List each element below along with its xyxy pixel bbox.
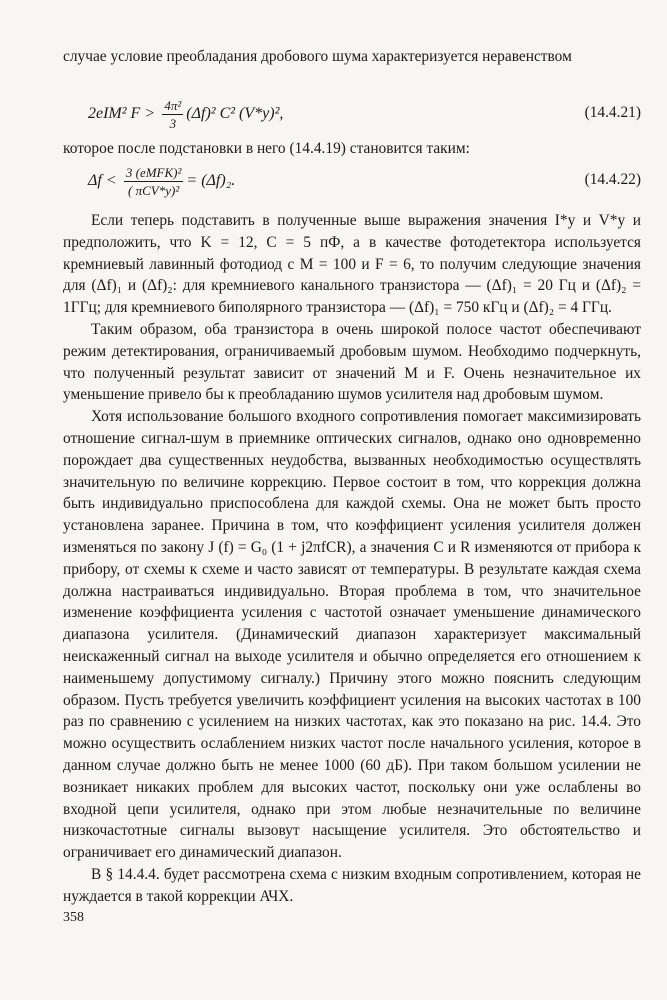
eq-fraction-denominator: ( πCV*y)²	[128, 182, 180, 198]
intro-paragraph: случае условие преобладания дробового шума характеризуется неравенством	[63, 48, 572, 65]
eq-lhs: Δf	[88, 172, 102, 189]
transition-paragraph: которое после подстановки в него (14.4.19) становится таким:	[63, 140, 470, 157]
paragraph: Если теперь подставить в полученные выше выражения значения I*y и V*y и предположить, что K = 12, C = 5 пФ, а в качестве фотодетектора используется кремниевый лавинный фотодиод с M = 100 и F = 6, то получим следующие значения для (Δf)₁ и (Δf)₂: для кремниевого канального транзистора — (Δf)₁ = 20 Гц и (Δf)₂ = 1ГГц; для кремниевого биполярного транзистора — (Δf)₁ = 750 кГц и (Δf)₂ = 4 ГГц.	[63, 212, 641, 317]
paragraph: В § 14.4.4. будет рассмотрена схема с низким входным сопротивлением, которая не нуждается в такой коррекции АЧХ.	[63, 865, 641, 905]
equation-14-4-21	[88, 90, 641, 138]
eq-rhs: (Δf)² C² (V*y)²,	[186, 105, 284, 122]
paragraph: Хотя использование большого входного сопротивления помогает максимизировать отношение сигнал-шум в приемнике оптических сигналов, однако оно одновременно порождает два существенных неудобства, вызванных необходимостью осуществлять значительную по величине коррекцию. Первое состоит в том, что коррекция должна быть индивидуально приспособлена для каждой схемы. Она не может быть просто установлена заранее. Причина в том, что коэффициент усиления усилителя должен изменяться по закону J (f) = G₀ (1 + j2πfCR), а значения C и R изменяются от прибора к прибору, от схемы к схеме и часто зависят от температуры. В результате каждая схема должна настраиваться индивидуально. Вторая проблема в том, что значительное изменение коэффициента усиления с частотой означает уменьшение динамического диапазона усилителя. (Динамический диапазон характеризует максимальный неискаженный сигнал на выходе усилителя и обычно определяется его отношением к наименьшему допустимому сигналу.) Причину этого можно пояснить следующим образом. Пусть требуется увеличить коэффициент усиления на высоких частотах в 100 раз по сравнению с усилением на низких частотах, как это показано на рис. 14.4. Это можно осуществить ослаблением низких частот после начального усиления, которое в данном случае должно быть не менее 1000 (60 дБ). При таком большом усилении не возникает никаких проблем для высоких частот, поскольку они уже ослаблены во входной цепи усилителя, однако при этом любые незначительные по величине низкочастотные сигналы вызовут насыщение усилителя. Это обстоятельство и ограничивает его динамический диапазон.	[63, 408, 641, 862]
equation-body	[88, 90, 283, 138]
equation-body	[88, 157, 235, 205]
eq-lhs: 2eIM² F	[88, 105, 141, 122]
eq-fraction-denominator: 3	[169, 115, 177, 131]
intro-block	[63, 46, 641, 68]
equation-14-4-22	[88, 157, 641, 205]
paragraph: Таким образом, оба транзистора в очень широкой полосе частот обеспечивают режим детектирования, ограничиваемый дробовым шумом. Необходимо подчеркнуть, что полученный результат зависит от значений M и F. Очень незначительное их уменьшение привело бы к преобладанию шумов усилителя над дробовым шумом.	[63, 320, 641, 404]
eq-rhs: = (Δf)₂.	[186, 172, 236, 189]
page-number: 358	[63, 910, 84, 925]
eq-fraction-numerator: 4π²	[164, 97, 182, 113]
eq-operator: <	[106, 172, 116, 189]
equation-number: (14.4.22)	[584, 171, 641, 188]
eq-operator: >	[145, 105, 155, 122]
main-text	[63, 210, 641, 908]
equation-number: (14.4.21)	[584, 104, 641, 121]
eq-fraction-numerator: 3 (eMFK)²	[125, 164, 182, 180]
eq-fraction	[124, 165, 184, 198]
eq-fraction	[162, 98, 183, 131]
